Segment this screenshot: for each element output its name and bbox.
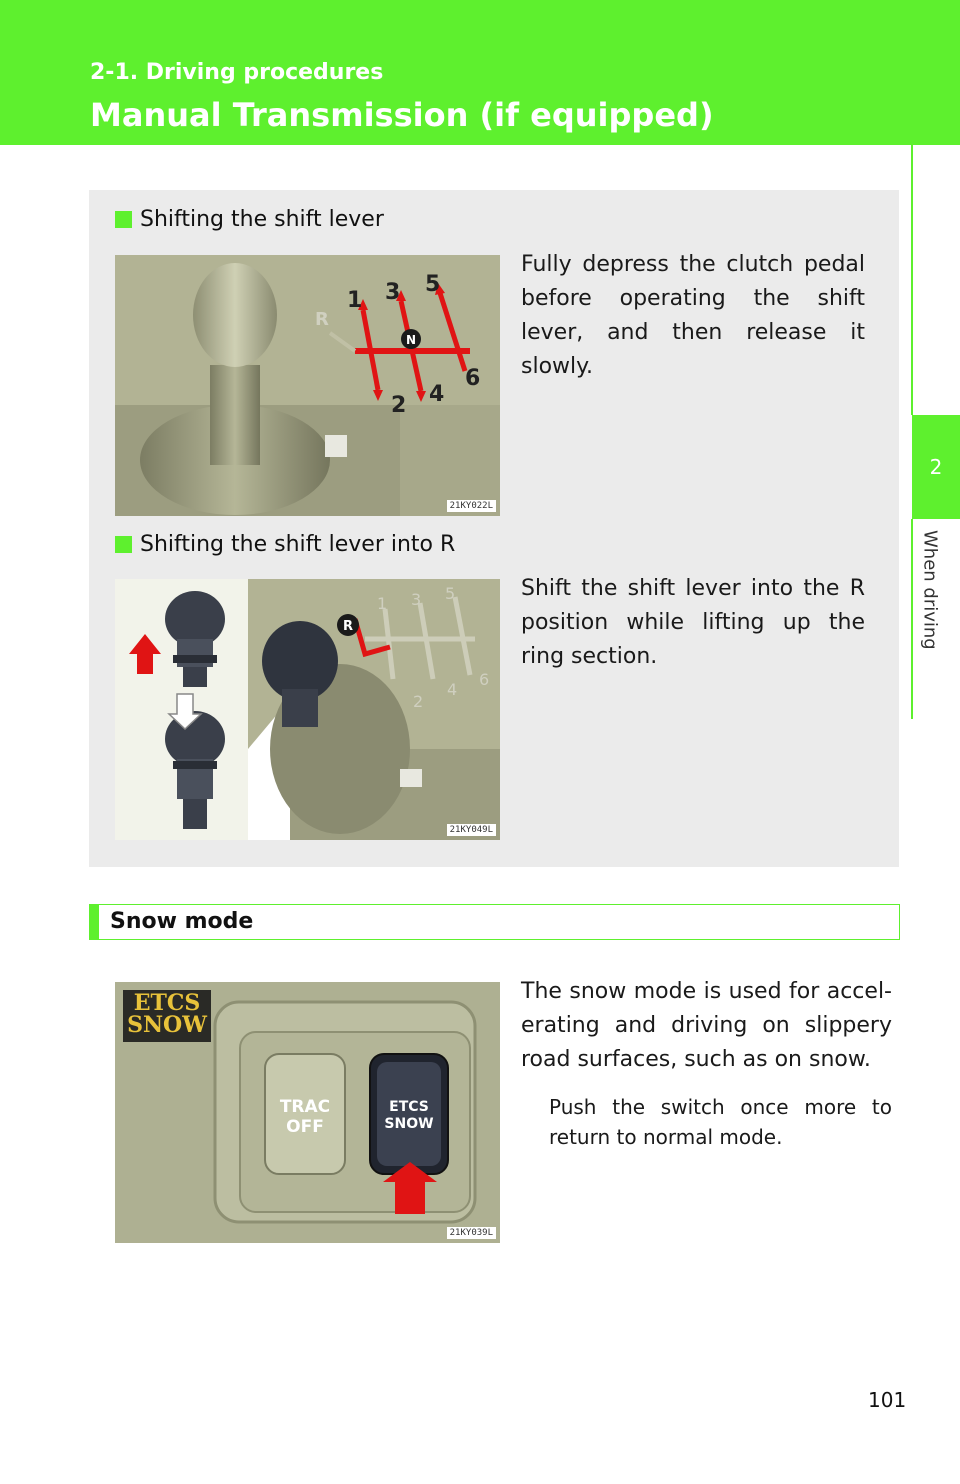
- etcs-snow-indicator: [123, 992, 211, 1036]
- r-gear-label-1: 1: [377, 594, 388, 613]
- shift-r-heading: [115, 532, 455, 557]
- gear-label-1: 1: [347, 288, 363, 313]
- bullet-square-icon: [115, 211, 132, 228]
- shift-r-heading-text: Shifting the shift lever into R: [140, 532, 456, 557]
- heading-accent: [90, 905, 99, 939]
- info-box: [89, 190, 899, 867]
- shift-r-illustration: [115, 579, 500, 840]
- image-code: 21KY039L: [447, 1227, 496, 1239]
- trac-off-switch[interactable]: [265, 1097, 345, 1137]
- chapter-label: When driving: [919, 530, 941, 650]
- image-code: 21KY022L: [447, 500, 496, 512]
- shift-lever-heading: [115, 207, 384, 232]
- shift-lever-heading-text: Shifting the shift lever: [140, 207, 384, 232]
- image-code: 21KY049L: [447, 824, 496, 836]
- shift-lever-text: Fully depress the clutch pedal before operating the shift lever, and then release it slowly.: [521, 252, 865, 379]
- snow-mode-text: The snow mode is used for accel-erating and driving on slippery road surfaces, such as on snow.: [521, 979, 892, 1072]
- section-label: 2-1. Driving procedures: [90, 60, 384, 85]
- r-gear-label-5: 5: [445, 584, 456, 603]
- gear-label-5: 5: [425, 272, 441, 297]
- snow-mode-heading-bar: [89, 904, 900, 940]
- shift-lever-drawing: [115, 255, 500, 516]
- gear-label-4: 4: [429, 382, 445, 407]
- side-rule-top: [911, 145, 913, 415]
- r-gear-label-3: 3: [411, 590, 422, 609]
- gear-label-n: N: [406, 333, 417, 347]
- page-title: Manual Transmission (if equipped): [90, 96, 714, 134]
- etcs-snow-switch[interactable]: [370, 1099, 448, 1133]
- r-gear-label-r: R: [343, 619, 354, 634]
- gear-label-3: 3: [385, 280, 401, 305]
- snow-switch-illustration: [115, 982, 500, 1243]
- snow-mode-heading: Snow mode: [110, 909, 254, 934]
- r-gear-label-2: 2: [413, 692, 424, 711]
- indicator-line1: ETCS: [133, 990, 201, 1016]
- shift-lever-illustration: [115, 255, 500, 516]
- trac-line1: TRAC: [279, 1097, 331, 1117]
- gear-label-6: 6: [465, 366, 481, 391]
- shift-r-text: Shift the shift lever into the R position while lifting up the ring section.: [521, 576, 865, 669]
- shift-r-drawing: [115, 579, 500, 840]
- snow-mode-note: Push the switch once more to return to normal mode.: [549, 1095, 892, 1149]
- r-gear-label-6: 6: [479, 670, 490, 689]
- gear-label-r: R: [315, 309, 329, 330]
- etcs-line1: ETCS: [389, 1099, 429, 1115]
- indicator-line2: SNOW: [127, 1012, 207, 1038]
- chapter-tab[interactable]: 2: [912, 415, 960, 519]
- etcs-line2: SNOW: [384, 1116, 434, 1132]
- page-number: 101: [868, 1388, 907, 1412]
- bullet-square-icon: [115, 536, 132, 553]
- page-header: [0, 0, 960, 145]
- gear-label-2: 2: [391, 393, 407, 418]
- trac-line2: OFF: [286, 1117, 324, 1137]
- r-gear-label-4: 4: [447, 680, 458, 699]
